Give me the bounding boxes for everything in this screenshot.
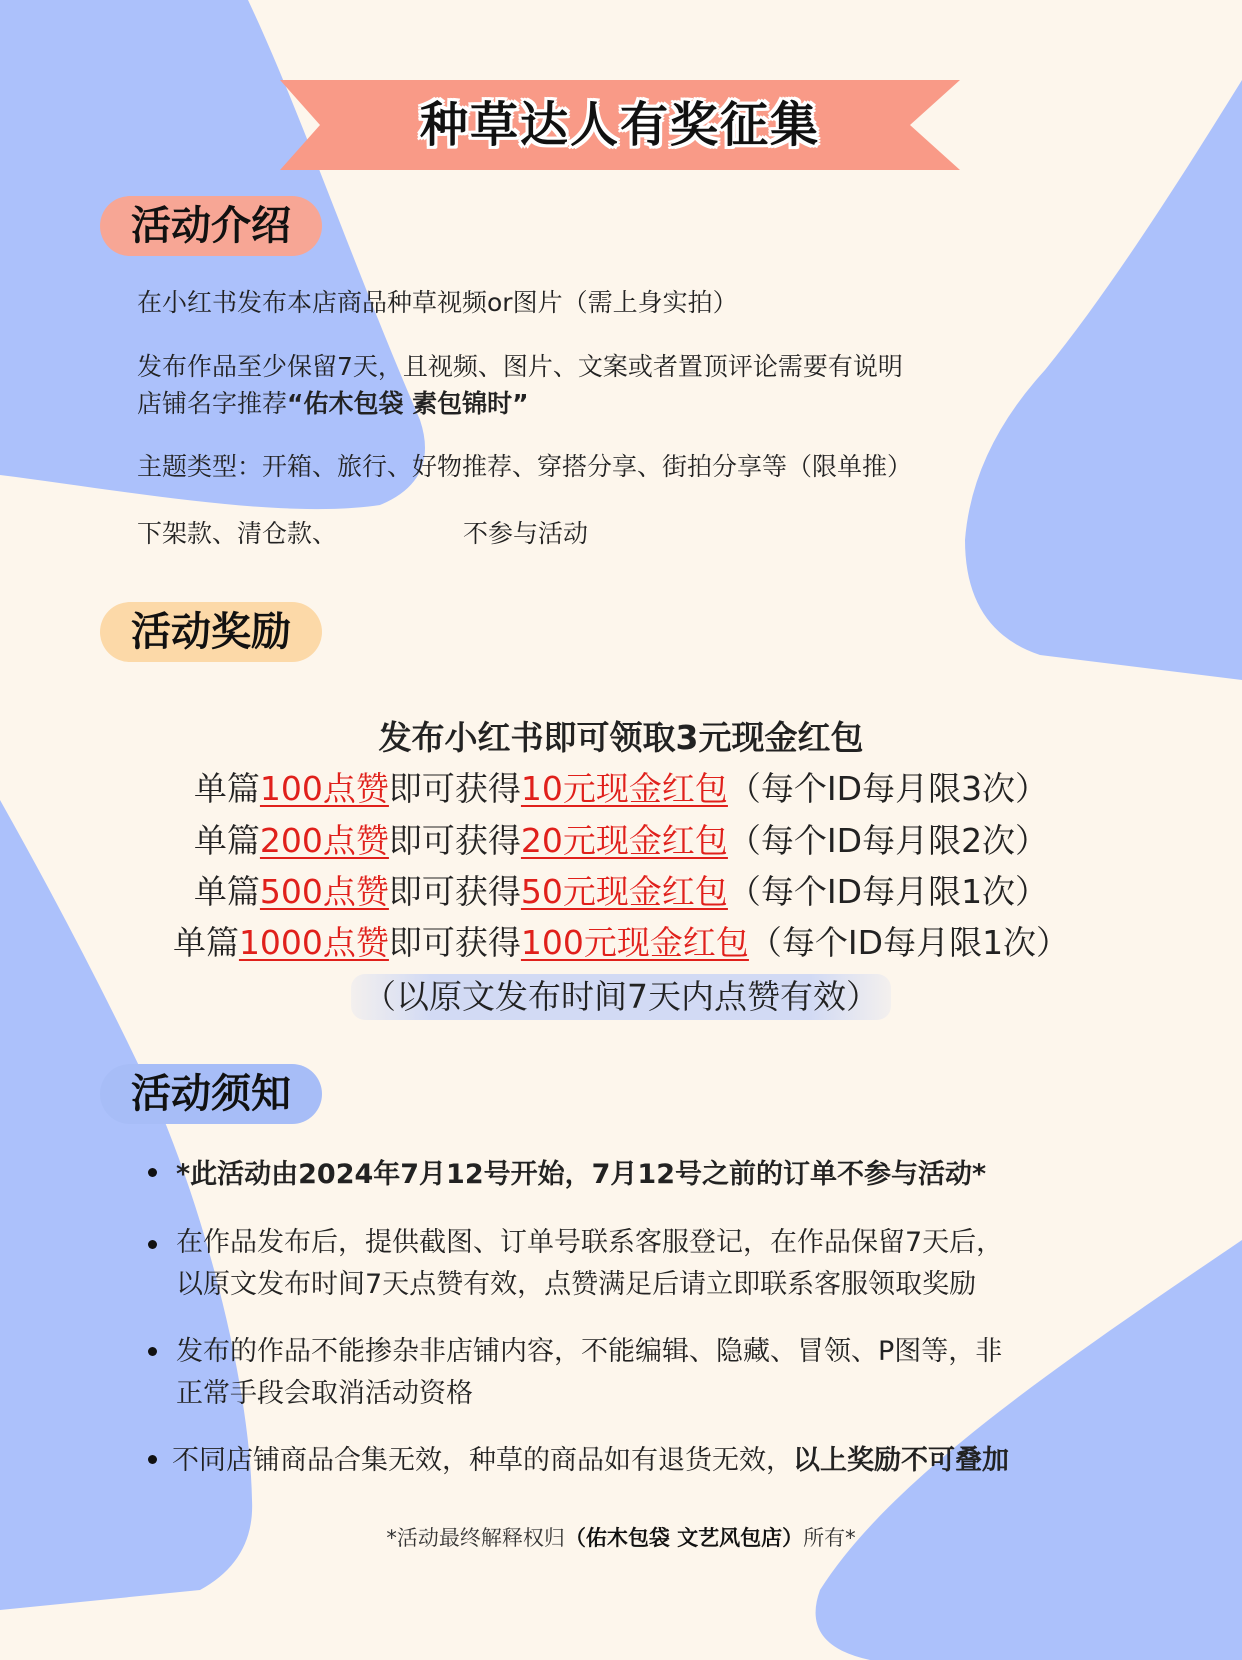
reward-tier [0, 920, 1242, 966]
intro-line-publish: 在小红书发布本店商品种草视频or图片（需上身实拍） [137, 288, 738, 317]
intro-line-shop [137, 387, 529, 421]
tier-limit: （每个ID每月限1次） [727, 872, 1049, 911]
bullet-dot-icon [148, 1240, 162, 1254]
notice-item-register-1: 在作品发布后，提供截图、订单号联系客服登记，在作品保留7天后， [176, 1227, 1004, 1258]
excluded-items: 下架款、清仓款、 [137, 519, 338, 548]
reward-tier [0, 869, 1242, 915]
tier-likes: 1000点赞 [238, 923, 389, 962]
footer-suffix: 所有* [803, 1526, 856, 1550]
tier-prize: 50元现金红包 [520, 872, 728, 911]
tier-mid: 即可获得 [388, 821, 521, 860]
shop-name-quote: “佑木包袋 素包锦时” [287, 389, 529, 418]
footer-disclaimer [0, 1522, 1242, 1552]
tier-prize: 10元现金红包 [520, 769, 728, 808]
intro-line-excluded [137, 517, 588, 551]
reward-headline: 发布小红书即可领取3元现金红包 [378, 718, 864, 757]
tier-likes: 200点赞 [259, 821, 389, 860]
tier-likes: 100点赞 [259, 769, 389, 808]
notice-item-no-stacking-text: 不同店铺商品合集无效，种草的商品如有退货无效， [172, 1445, 793, 1476]
excluded-suffix: 不参与活动 [463, 519, 589, 548]
tier-prize: 100元现金红包 [520, 923, 749, 962]
notice-item-register-2: 以原文发布时间7天点赞有效，点赞满足后请立即联系客服领取奖励 [176, 1269, 977, 1300]
notice-item-no-stacking-bold: 以上奖励不可叠加 [793, 1445, 1009, 1476]
reward-tier [0, 766, 1242, 812]
tier-prefix: 单篇 [193, 769, 260, 808]
tier-likes: 500点赞 [259, 872, 389, 911]
notice-item-rules-1: 发布的作品不能掺杂非店铺内容，不能编辑、隐藏、冒领、P图等，非 [176, 1336, 1003, 1367]
validity-wrapper [0, 974, 1242, 1020]
notice-item-start-date: *此活动由2024年7月12号开始，7月12号之前的订单不参与活动* [176, 1159, 987, 1190]
reward-tier [0, 818, 1242, 864]
reward-validity-note: （以原文发布时间7天内点赞有效） [351, 974, 891, 1020]
tier-limit: （每个ID每月限3次） [727, 769, 1049, 808]
intro-line-shop-prefix: 店铺名字推荐 [137, 389, 288, 418]
page-title: 种草达人有奖征集 [419, 97, 820, 153]
section-label-reward: 活动奖励 [100, 602, 322, 662]
tier-prefix: 单篇 [193, 872, 260, 911]
tier-mid: 即可获得 [388, 872, 521, 911]
bullet-dot-icon [148, 1168, 162, 1182]
footer-prefix: *活动最终解释权归 [386, 1526, 565, 1550]
footer-shop-name: （佑木包袋 文艺风包店） [564, 1526, 804, 1550]
notice-item-no-stacking [172, 1440, 1009, 1482]
section-label-notice: 活动须知 [100, 1064, 322, 1124]
tier-prize: 20元现金红包 [520, 821, 728, 860]
tier-limit: （每个ID每月限2次） [727, 821, 1049, 860]
intro-line-keep: 发布作品至少保留7天，且视频、图片、文案或者置顶评论需要有说明 [137, 352, 903, 381]
bullet-dot-icon [148, 1455, 162, 1469]
intro-line-themes: 主题类型：开箱、旅行、好物推荐、穿搭分享、街拍分享等（限单推） [137, 452, 913, 481]
section-label-intro: 活动介绍 [100, 196, 322, 256]
tier-mid: 即可获得 [388, 769, 521, 808]
title-banner [280, 80, 960, 170]
tier-prefix: 单篇 [193, 821, 260, 860]
tier-limit: （每个ID每月限1次） [748, 923, 1070, 962]
bullet-dot-icon [148, 1347, 162, 1361]
tier-mid: 即可获得 [388, 923, 521, 962]
notice-item-rules-2: 正常手段会取消活动资格 [176, 1378, 473, 1409]
tier-prefix: 单篇 [172, 923, 239, 962]
